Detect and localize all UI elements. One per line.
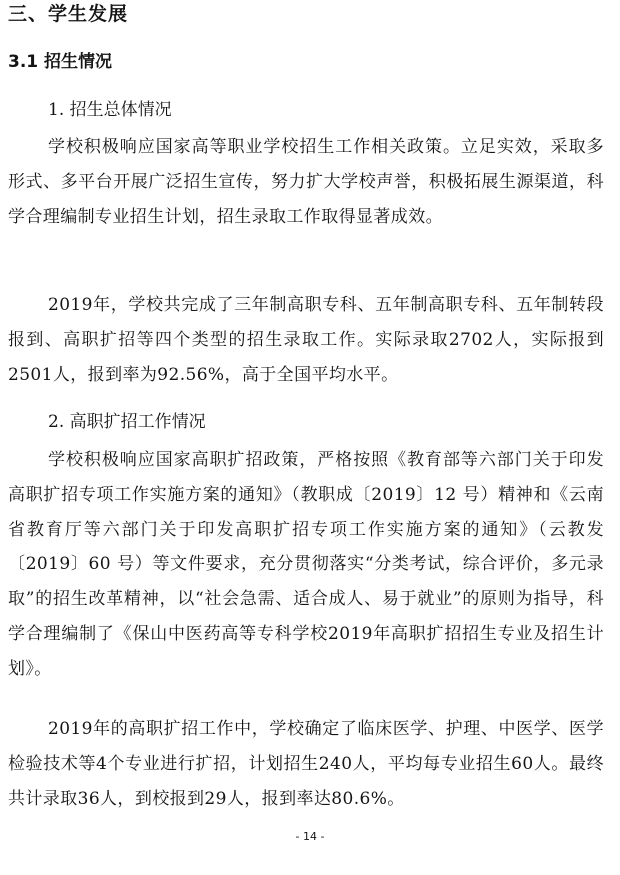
item1-paragraph-2: 2019年，学校共完成了三年制高职专科、五年制高职专科、五年制转段报到、高职扩招等四个类型的招生录取工作。实际录取2702人，实际报到2501人，报到率为92.56%，高于全国平均水平。 xyxy=(8,295,604,385)
subsection-heading: 3.1 招生情况 xyxy=(8,52,113,72)
item2-heading: 2. 高职扩招工作情况 xyxy=(48,412,206,432)
item1-paragraph-1: 学校积极响应国家高等职业学校招生工作相关政策。立足实效，采取多形式、多平台开展广泛招生宣传，努力扩大学校声誉，积极拓展生源渠道，科学合理编制专业招生计划，招生录取工作取得显著成效。 xyxy=(8,137,604,227)
item2-paragraph-1: 学校积极响应国家高职扩招政策，严格按照《教育部等六部门关于印发高职扩招专项工作实施方案的通知》（教职成〔2019〕12 号）精神和《云南省教育厅等六部门关于印发高职扩招专项工作实施方案的通知》（云教发〔2019〕60 号）等文件要求，充分贯彻落实“分类考试，综合评价，多元录取”的招生改革精神，以“社会急需、适合成人、易于就业”的原则为指导，科学合理编制了《保山中医药高等专科学校2019年高职扩招招生专业及招生计划》。 xyxy=(8,450,604,679)
item1-heading: 1. 招生总体情况 xyxy=(48,100,172,120)
page-number: - 14 - xyxy=(295,830,325,843)
item2-paragraph-2: 2019年的高职扩招工作中，学校确定了临床医学、护理、中医学、医学检验技术等4个专业进行扩招，计划招生240人，平均每专业招生60人。最终共计录取36人，到校报到29人，报到率达80.6%。 xyxy=(8,719,604,809)
section-heading: 三、学生发展 xyxy=(8,3,129,25)
